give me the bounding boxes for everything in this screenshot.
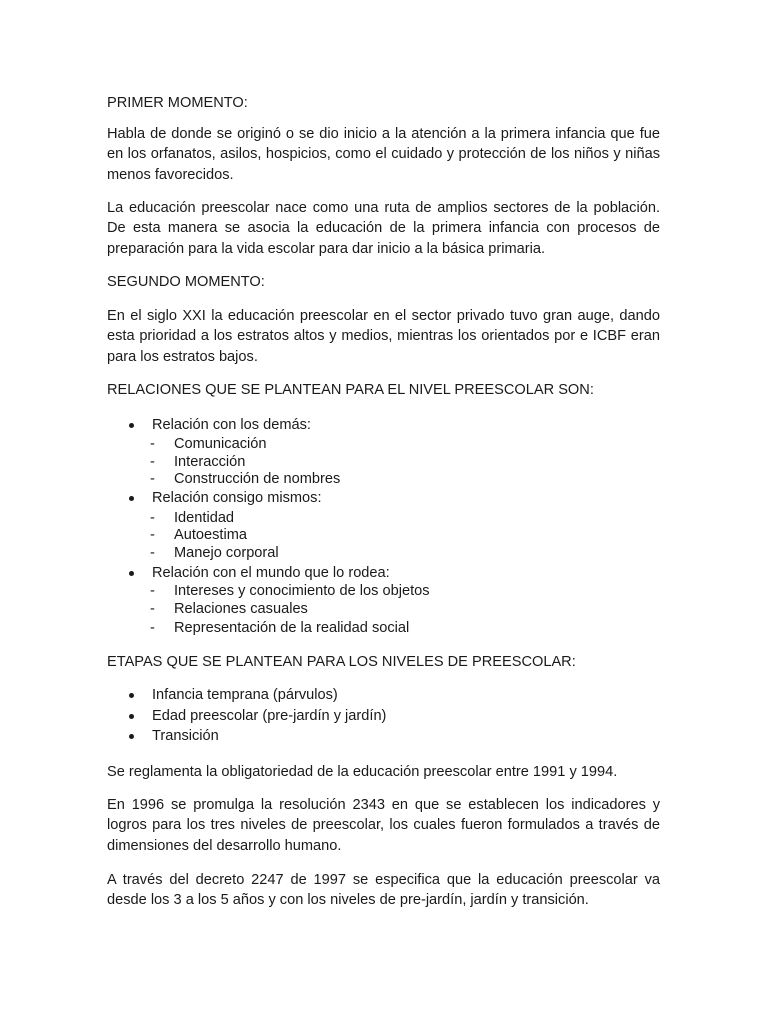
dash-icon: - <box>150 620 155 636</box>
paragraph-origen: Habla de donde se originó o se dio inicio a la atención a la primera infancia que fue en los orfanatos, asilos, hospicios, como el cuidado y protección de los niños y niñas menos favorecidos. <box>107 126 660 183</box>
sub-list-item-label: Relaciones casuales <box>174 601 308 617</box>
bullet-icon <box>129 693 134 698</box>
paragraph-decreto-2247: A través del decreto 2247 de 1997 se especifica que la educación preescolar va desde los 3 a los 5 años y con los niveles de pre-jardín, jardín y transición. <box>107 872 660 909</box>
sub-list-item-label: Intereses y conocimiento de los objetos <box>174 583 430 599</box>
bullet-icon <box>129 714 134 719</box>
bullet-icon <box>129 734 134 739</box>
paragraph-resolucion-2343: En 1996 se promulga la resolución 2343 en que se establecen los indicadores y logros para los tres niveles de preescolar, los cuales fueron formulados a través de dimensiones del desarrollo humano. <box>107 797 660 854</box>
bullet-icon <box>129 423 134 428</box>
heading-primer-momento: PRIMER MOMENTO: <box>107 95 248 111</box>
sub-list-item-label: Interacción <box>174 454 246 470</box>
sub-list-item-label: Autoestima <box>174 527 248 543</box>
bullet-icon <box>129 571 134 576</box>
sub-list-item-label: Identidad <box>174 510 235 526</box>
sub-list-item-label: Representación de la realidad social <box>174 620 410 636</box>
bullet-icon <box>129 496 134 501</box>
sub-list-item-label: Comunicación <box>174 436 267 452</box>
dash-icon: - <box>150 510 155 526</box>
list-item-label: Edad preescolar (pre-jardín y jardín) <box>152 708 387 724</box>
dash-icon: - <box>150 545 155 561</box>
dash-icon: - <box>150 601 155 617</box>
list-item-label: Relación consigo mismos: <box>152 490 322 506</box>
dash-icon: - <box>150 454 155 470</box>
heading-segundo-momento: SEGUNDO MOMENTO: <box>107 274 265 290</box>
list-item-label: Relación con los demás: <box>152 417 311 433</box>
sub-list-item-label: Construcción de nombres <box>174 471 341 487</box>
dash-icon: - <box>150 527 155 543</box>
sub-list-item-label: Manejo corporal <box>174 545 279 561</box>
heading-relaciones: RELACIONES QUE SE PLANTEAN PARA EL NIVEL PREESCOLAR SON: <box>107 382 594 398</box>
list-item-label: Relación con el mundo que lo rodea: <box>152 565 390 581</box>
dash-icon: - <box>150 436 155 452</box>
paragraph-siglo-xxi: En el siglo XXI la educación preescolar en el sector privado tuvo gran auge, dando esta prioridad a los estratos altos y medios, mientras los orientados por e ICBF eran para los estratos bajos. <box>107 308 660 365</box>
paragraph-educacion-preescolar: La educación preescolar nace como una ruta de amplios sectores de la población. De esta manera se asocia la educación de la primera infancia con procesos de preparación para la vida escolar para dar inicio a la básica primaria. <box>107 200 660 257</box>
heading-etapas: ETAPAS QUE SE PLANTEAN PARA LOS NIVELES DE PREESCOLAR: <box>107 654 576 670</box>
list-item-label: Transición <box>152 728 219 744</box>
dash-icon: - <box>150 583 155 599</box>
paragraph-obligatoriedad: Se reglamenta la obligatoriedad de la educación preescolar entre 1991 y 1994. <box>107 764 618 780</box>
list-item-label: Infancia temprana (párvulos) <box>152 687 338 703</box>
dash-icon: - <box>150 471 155 487</box>
